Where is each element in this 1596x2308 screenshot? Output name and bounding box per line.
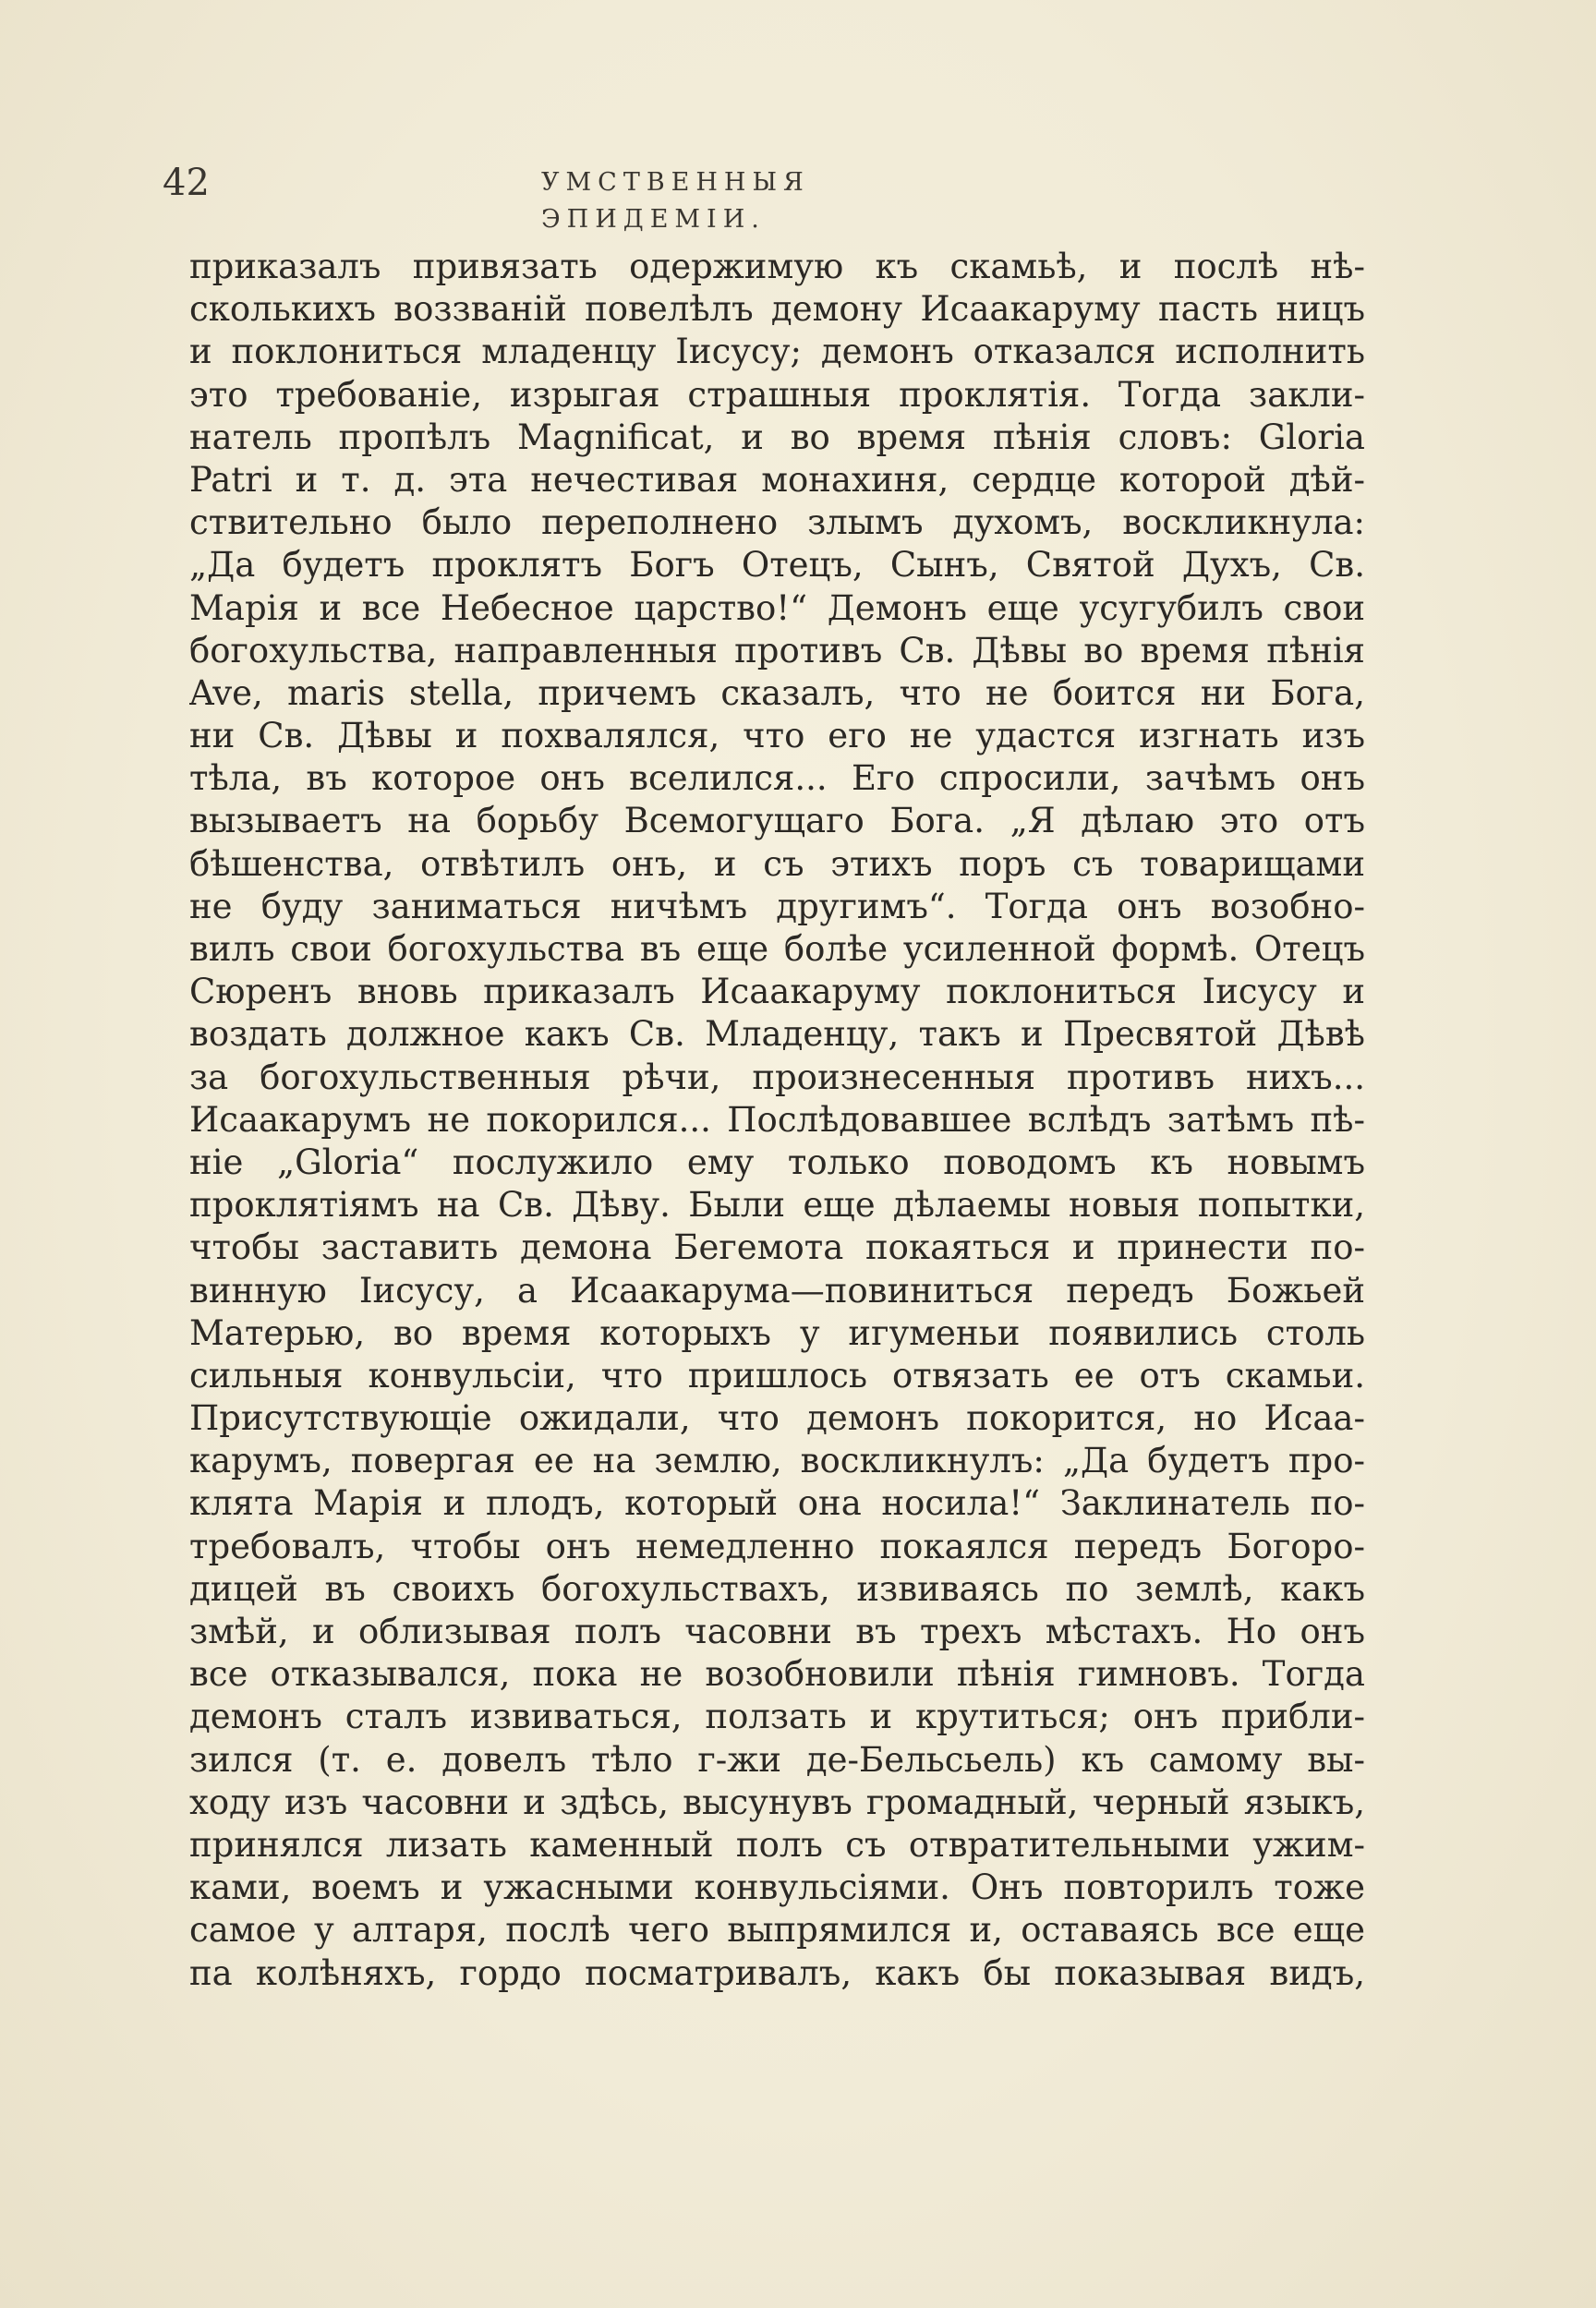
text-line: змѣй, и облизывая полъ часовни въ трехъ мѣстахъ. Но онъ [189, 1612, 1365, 1651]
running-header [163, 155, 1022, 234]
text-line: Patri и т. д. эта нечестивая монахиня, сердце которой дѣй- [189, 459, 1365, 500]
text-line: ни Св. Дѣвы и похвалялся, что его не удастся изгнать изъ [189, 716, 1365, 756]
body-text [189, 246, 1365, 1995]
text-line: сколькихъ воззваній повелѣлъ демону Исаакаруму пасть ницъ [189, 289, 1365, 330]
text-line: это требованіе, изрыгая страшныя проклятія. Тогда закли- [189, 374, 1365, 415]
text-line: натель пропѣлъ Magnificat, и во время пѣнія словъ: Gloria [189, 417, 1365, 457]
text-line: тѣла, въ которое онъ вселился... Его спросили, зачѣмъ онъ [189, 758, 1365, 799]
text-line: проклятіямъ на Св. Дѣву. Были еще дѣлаемы новыя попытки, [189, 1185, 1365, 1226]
text-line: принялся лизать каменный полъ съ отвратительными ужим- [189, 1824, 1365, 1865]
text-line: самое у алтаря, послѣ чего выпрямился и, оставаясь все еще [189, 1910, 1365, 1951]
text-line: не буду заниматься ничѣмъ другимъ“. Тогда онъ возобно- [189, 886, 1365, 926]
text-line: винную Іисусу, а Исаакарума—повиниться передъ Божьей [189, 1270, 1365, 1311]
text-line: па колѣняхъ, гордо посматривалъ, какъ бы показывая видъ, [189, 1952, 1365, 1993]
text-line: воздать должное какъ Св. Младенцу, такъ и Пресвятой Дѣвѣ [189, 1014, 1365, 1055]
text-line: Матерью, во время которыхъ у игуменьи появились столь [189, 1312, 1365, 1353]
text-line: чтобы заставить демона Бегемота покаяться и принести по- [189, 1227, 1365, 1268]
text-line: приказалъ привязать одержимую къ скамьѣ, и послѣ нѣ- [189, 247, 1365, 286]
text-line: ками, воемъ и ужасными конвульсіями. Онъ повторилъ тоже [189, 1867, 1365, 1908]
text-line: и поклониться младенцу Іисусу; демонъ отказался исполнить [189, 332, 1365, 372]
text-line: ніе „Gloria“ послужило ему только поводомъ къ новымъ [189, 1142, 1365, 1182]
text-line: зился (т. е. довелъ тѣло г-жи де-Бельсьель) къ самому вы- [189, 1739, 1365, 1780]
text-line: требовалъ, чтобы онъ немедленно покаялся передъ Богоро- [189, 1526, 1365, 1566]
text-line: все отказывался, пока не возобновили пѣнія гимновъ. Тогда [189, 1654, 1365, 1695]
text-line: вызываетъ на борьбу Всемогущаго Бога. „Я дѣлаю это отъ [189, 801, 1365, 841]
text-line: богохульства, направленныя противъ Св. Дѣвы во время пѣнія [189, 630, 1365, 671]
text-line: дицей въ своихъ богохульствахъ, извиваясь по землѣ, какъ [189, 1568, 1365, 1609]
text-line: Ave, maris stella, причемъ сказалъ, что не боится ни Бога, [189, 672, 1365, 713]
text-line: ходу изъ часовни и здѣсь, высунувъ громадный, черный языкъ, [189, 1782, 1365, 1822]
text-line: за богохульственныя рѣчи, произнесенныя противъ нихъ... [189, 1057, 1365, 1097]
running-title: УМСТВЕННЫЯ ЭПИДЕМІИ. [541, 168, 810, 234]
text-line: клята Марія и плодъ, который она носила!“ Заклинатель по- [189, 1483, 1365, 1524]
text-line: демонъ сталъ извиваться, ползать и крутиться; онъ прибли- [189, 1697, 1365, 1737]
text-line: Марія и все Небесное царство!“ Демонъ еще усугубилъ свои [189, 587, 1365, 628]
text-line: Присутствующіе ожидали, что демонъ покорится, но Исаа- [189, 1398, 1365, 1439]
text-line: „Да будетъ проклятъ Богъ Отецъ, Сынъ, Святой Духъ, Св. [189, 545, 1365, 586]
text-line: вилъ свои богохульства въ еще болѣе усиленной формѣ. Отецъ [189, 929, 1365, 969]
page-number: 42 [163, 162, 210, 204]
text-line: ствительно было переполнено злымъ духомъ, воскликнула: [189, 502, 1365, 543]
text-line: карумъ, повергая ее на землю, воскликнулъ: „Да будетъ про- [189, 1441, 1365, 1481]
text-line: бѣшенства, отвѣтилъ онъ, и съ этихъ поръ съ товарищами [189, 843, 1365, 884]
text-line: сильныя конвульсіи, что пришлось отвязать ее отъ скамьи. [189, 1355, 1365, 1396]
text-line: Сюренъ вновь приказалъ Исаакаруму поклониться Іисусу и [189, 972, 1365, 1012]
text-line: Исаакарумъ не покорился... Послѣдовавшее вслѣдъ затѣмъ пѣ- [189, 1099, 1365, 1140]
